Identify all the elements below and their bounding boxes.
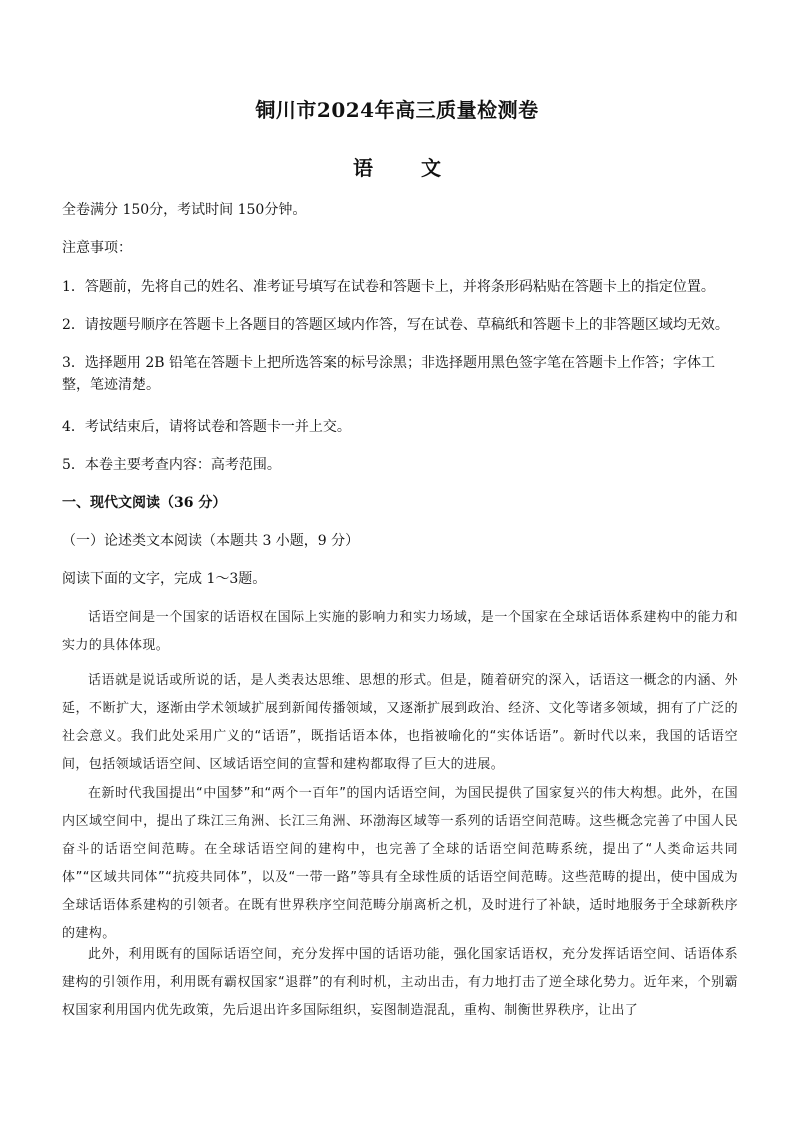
passage-paragraph-2: 话语就是说话或所说的话，是人类表达思维、思想的形式。但是，随着研究的深入，话语这一概念的内涵、外延，不断扩大，逐渐由学术领域扩展到新闻传播领域，又逐渐扩展到政治、经济、文化等诸多领域，拥有了广泛的社会意义。我们此处采用广义的“话语”，既指话语本体，也指被喻化的“实体话语”。新时代以来，我国的话语空间，包括领域话语空间、区域话语空间的宣誓和建构都取得了巨大的进展。 [62,673,738,772]
passage-paragraph-3: 在新时代我国提出“中国梦”和“两个一百年”的国内话语空间，为国民提供了国家复兴的伟大构想。此外，在国内区域空间中，提出了珠江三角洲、长江三角洲、环渤海区域等一系列的话语空间范畴。这些概念完善了中国人民奋斗的话语空间范畴。在全球话语空间的建构中，也完善了全球的话语空间范畴系统，提出了“人类命运共同体”“区域共同体”“抗疫共同体”，以及“一带一路”等具有全球性质的话语空间范畴。这些范畴的提出，使中国成为全球话语体系建构的引领者。在既有世界秩序空间范畴分崩离析之机，及时进行了补缺，适时地服务于全球新秩序的建构。 [62,786,738,941]
notice-item-4: 4．考试结束后，请将试卷和答题卡一并上交。 [62,419,351,435]
page-title: 铜川市2024年高三质量检测卷 [255,98,539,122]
subject-title: 语 文 [353,156,455,180]
reading-instruction: 阅读下面的文字，完成 1～3题。 [62,571,267,587]
notice-item-5: 5．本卷主要考查内容：高考范围。 [62,457,281,473]
notice-item-1: 1．答题前，先将自己的姓名、准考证号填写在试卷和答题卡上，并将条形码粘贴在答题卡上的指定位置。 [62,279,715,295]
notice-item-3: 3．选择题用 2B 铅笔在答题卡上把所选答案的标号涂黑；非选择题用黑色签字笔在答题卡上作答；字体工整，笔迹清楚。 [62,355,716,393]
passage-paragraph-1: 话语空间是一个国家的话语权在国际上实施的影响力和实力场域，是一个国家在全球话语体系建构中的能力和实力的具体体现。 [62,610,738,653]
notice-title: 注意事项： [62,240,132,256]
passage-paragraph-4: 此外，利用既有的国际话语空间，充分发挥中国的话语功能，强化国家话语权，充分发挥话语空间、话语体系建构的引领作用，利用既有霸权国家“退群”的有利时机，主动出击，有力地打击了逆全球化势力。近年来，个别霸权国家利用国内优先政策，先后退出许多国际组织，妄图制造混乱，重构、制衡世界秩序，让出了 [62,947,738,1018]
section-subheading: （一）论述类文本阅读（本题共 3 小题，9 分） [62,533,360,549]
section-heading: 一、现代文阅读（36 分） [62,495,227,511]
score-time-line: 全卷满分 150分，考试时间 150分钟。 [62,202,307,218]
notice-item-2: 2．请按题号顺序在答题卡上各题目的答题区域内作答，写在试卷、草稿纸和答题卡上的非答题区域均无效。 [62,317,729,333]
